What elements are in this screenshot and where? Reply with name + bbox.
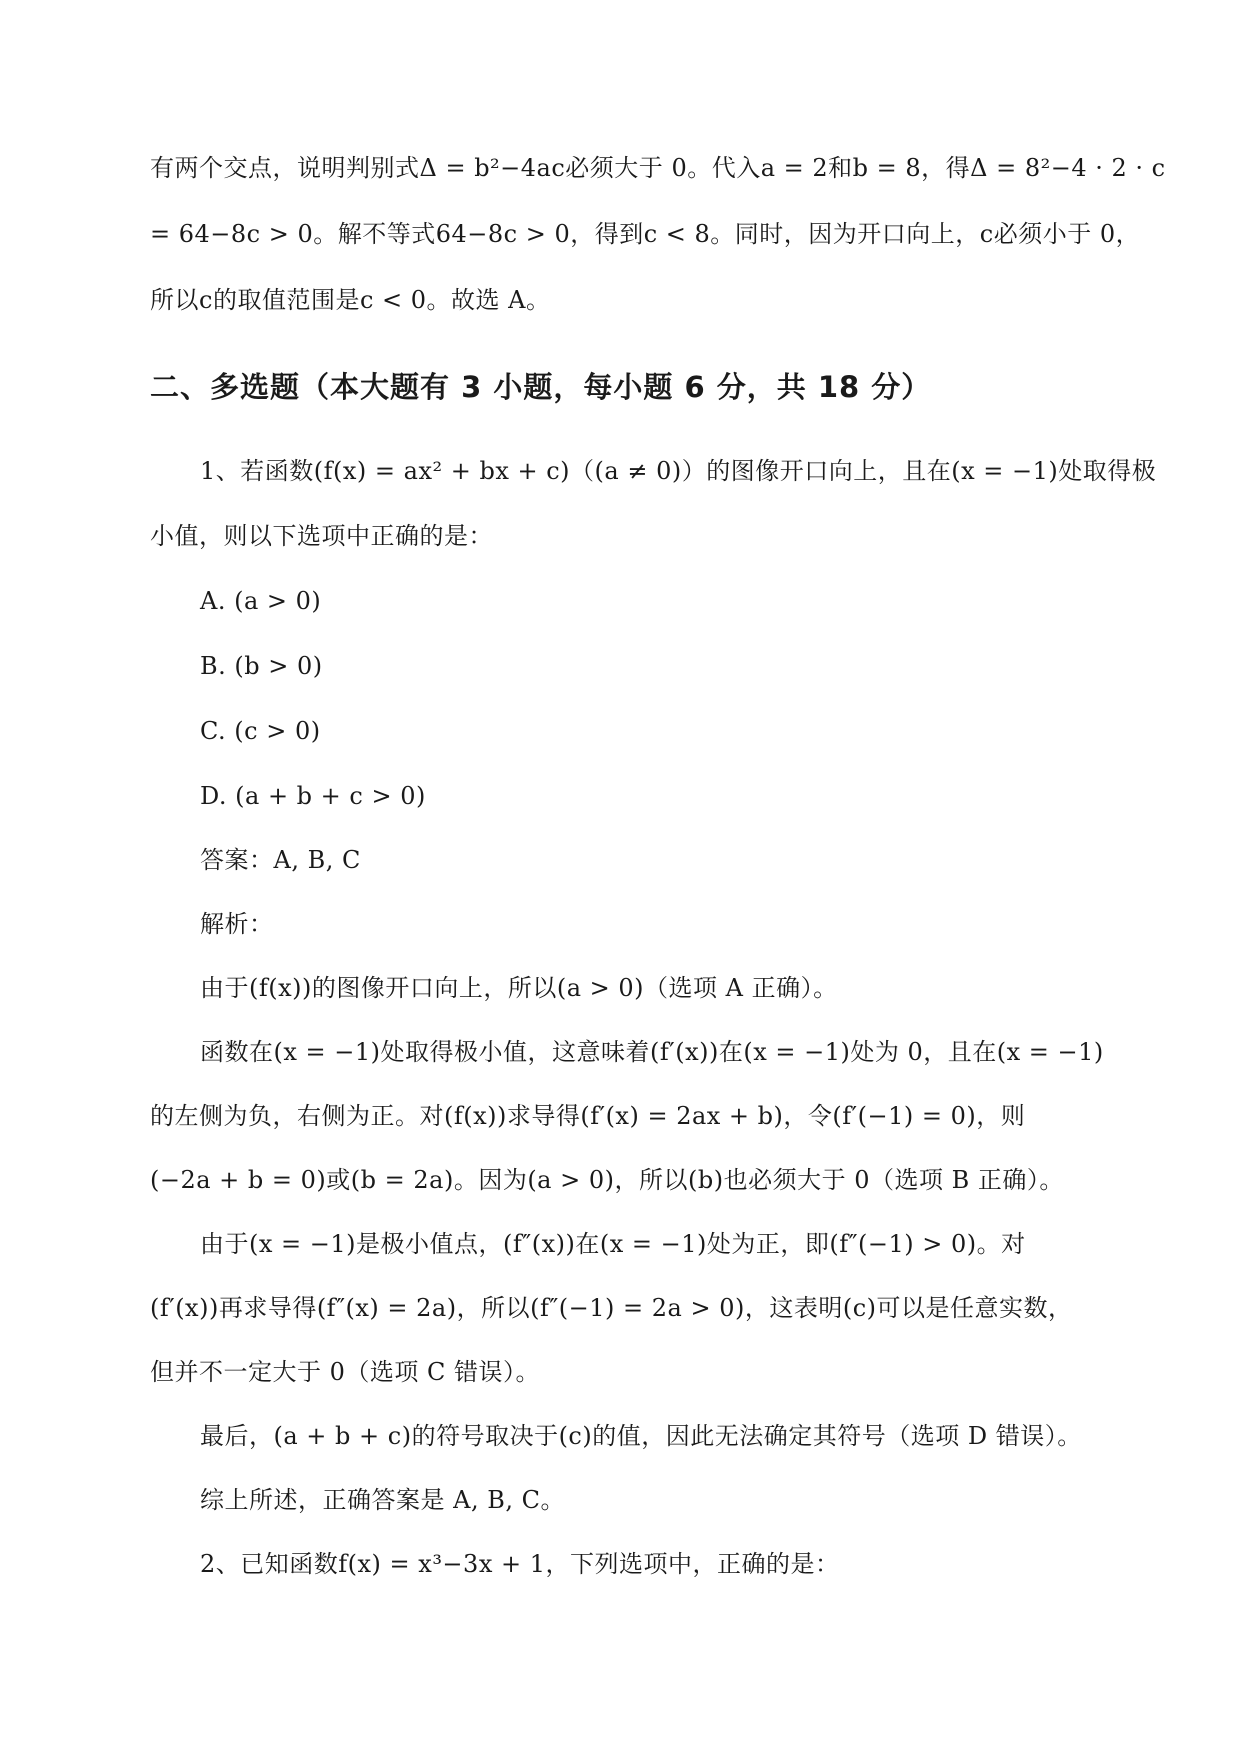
- option-c: C. (c > 0): [200, 717, 321, 745]
- analysis-line-6: (f′(x))再求导得(f″(x) = 2a)，所以(f″(−1) = 2a > 0)，这表明(c)可以是任意实数，: [150, 1294, 1073, 1322]
- analysis-line-2: 函数在(x = −1)处取得极小值，这意味着(f′(x))在(x = −1)处为 0，且在(x = −1): [200, 1038, 1104, 1066]
- analysis-line-4: (−2a + b = 0)或(b = 2a)。因为(a > 0)，所以(b)也必须大于 0（选项 B 正确）。: [150, 1166, 1064, 1194]
- analysis-line-8: 最后，(a + b + c)的符号取决于(c)的值，因此无法确定其符号（选项 D 错误）。: [200, 1422, 1082, 1450]
- question2-stem: 2、已知函数f(x) = x³−3x + 1，下列选项中，正确的是：: [200, 1550, 840, 1578]
- analysis-line-1: 由于(f(x))的图像开口向上，所以(a > 0)（选项 A 正确）。: [200, 974, 838, 1002]
- answer: 答案：A, B, C: [200, 846, 361, 874]
- intro-line-3: 所以c的取值范围是c < 0。故选 A。: [150, 286, 551, 314]
- analysis-line-5: 由于(x = −1)是极小值点，(f″(x))在(x = −1)处为正，即(f″(−1) > 0)。对: [200, 1230, 1026, 1258]
- option-d: D. (a + b + c > 0): [200, 782, 426, 810]
- option-a: A. (a > 0): [200, 587, 322, 615]
- section-heading: 二、多选题（本大题有 3 小题，每小题 6 分，共 18 分）: [150, 370, 932, 404]
- question1-stem-line-2: 小值，则以下选项中正确的是：: [150, 522, 493, 550]
- analysis-line-7: 但并不一定大于 0（选项 C 错误）。: [150, 1358, 541, 1386]
- option-b: B. (b > 0): [200, 652, 323, 680]
- analysis-line-3: 的左侧为负，右侧为正。对(f(x))求导得(f′(x) = 2ax + b)，令(f′(−1) = 0)，则: [150, 1102, 1026, 1130]
- analysis-label: 解析：: [200, 910, 274, 938]
- intro-line-2: = 64−8c > 0。解不等式64−8c > 0，得到c < 8。同时，因为开口向上，c必须小于 0，: [150, 220, 1141, 248]
- question1-stem-line-1: 1、若函数(f(x) = ax² + bx + c)（(a ≠ 0)）的图像开口向上，且在(x = −1)处取得极: [200, 457, 1157, 485]
- intro-line-1: 有两个交点，说明判别式Δ = b²−4ac必须大于 0。代入a = 2和b = 8，得Δ = 8²−4 · 2 · c: [150, 154, 1166, 182]
- analysis-line-9: 综上所述，正确答案是 A, B, C。: [200, 1486, 565, 1514]
